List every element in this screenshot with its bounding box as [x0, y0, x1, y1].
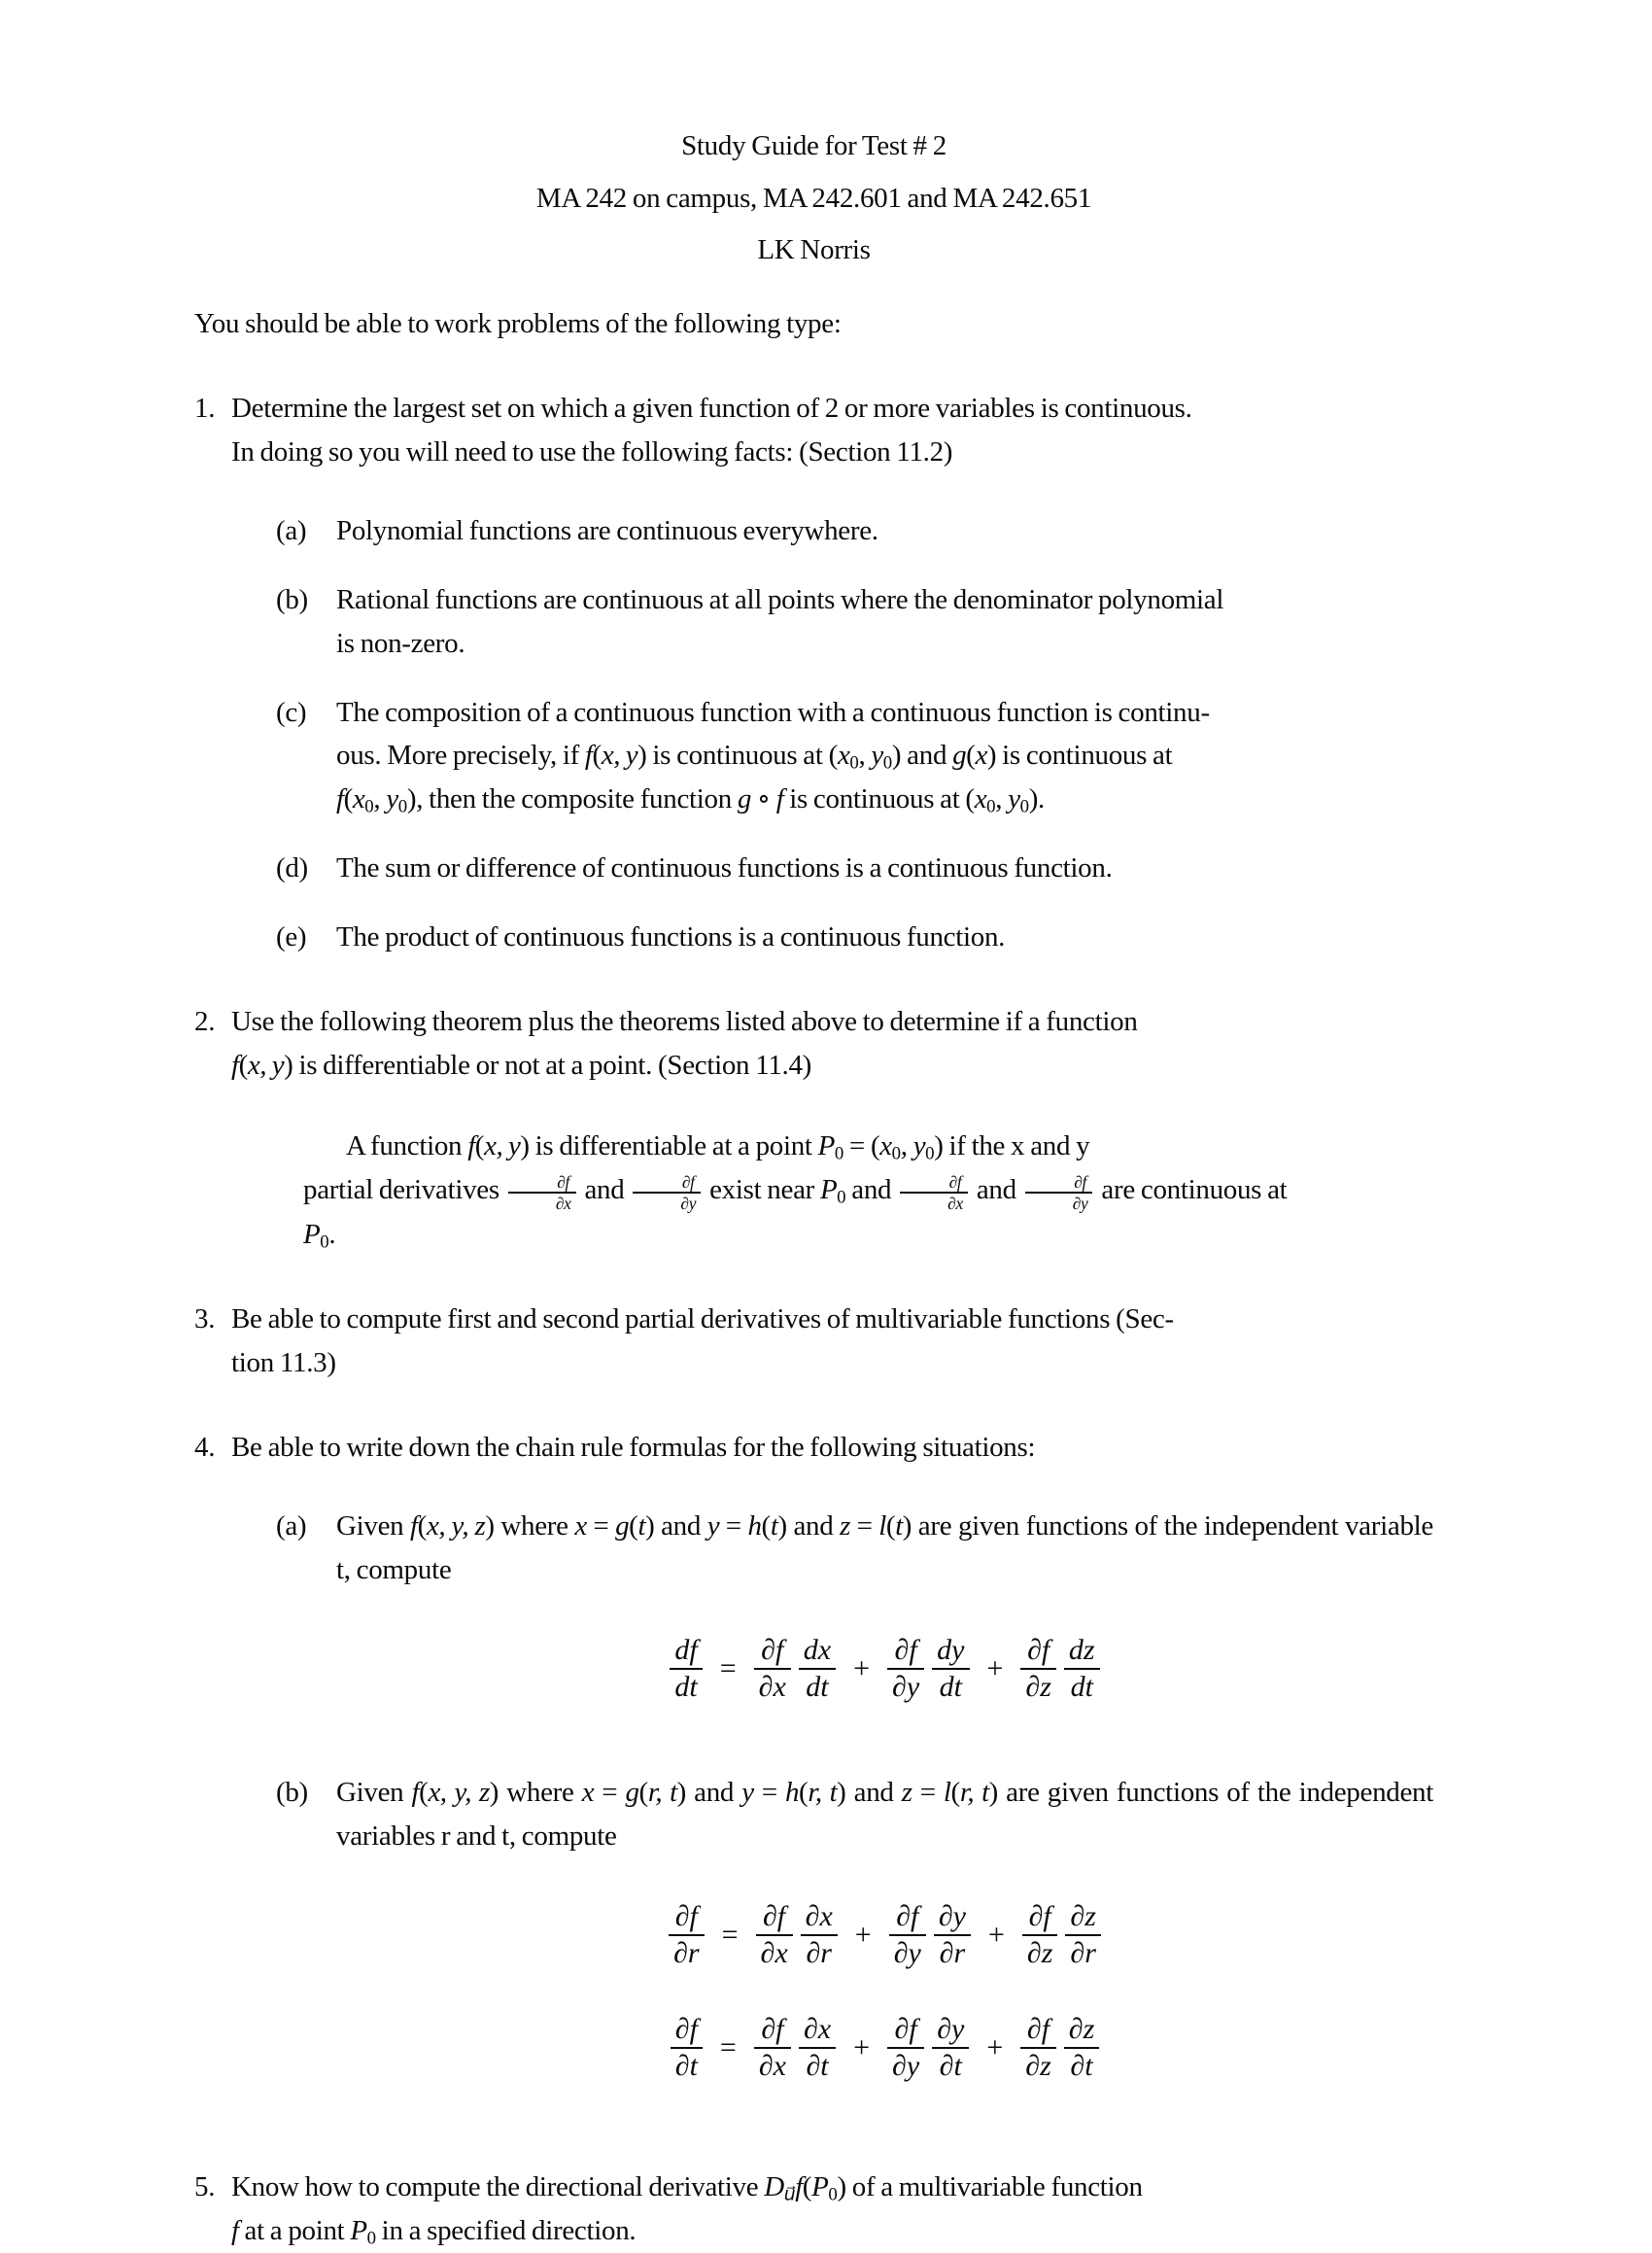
- operator: =: [719, 1651, 737, 1684]
- fraction: $\frac{\partial f}{\partial y}$: [887, 2012, 924, 2084]
- item-1d-label: (d): [276, 852, 308, 884]
- fraction: $\frac{\partial x}{\partial t}$: [799, 2012, 836, 2084]
- fraction: $\frac{dz}{dt}$: [1064, 1633, 1100, 1705]
- item-1a-body: Polynomial functions are continuous everywhere.: [336, 514, 878, 546]
- item-4a: [231, 1505, 1433, 1746]
- fraction: $\frac{\partial f}{\partial y}$: [887, 1633, 924, 1705]
- item-3-number: 3.: [194, 1303, 216, 1335]
- fraction: $\frac{df}{dt}$: [670, 1633, 702, 1705]
- operator: +: [987, 1918, 1005, 1951]
- fraction: $\frac{dy}{dt}$: [932, 1633, 969, 1705]
- fraction: $\frac{\partial f}{\partial r}$: [669, 1899, 705, 1971]
- list-item-1: [194, 387, 1433, 959]
- item-5-body: Know how to compute the directional derivative Du⃗f(P0) of a multivariable function f at a point P0 in a specified direction.: [231, 2170, 1143, 2249]
- author: LK Norris: [757, 234, 871, 266]
- chain-rule-formula-dt-partial: [336, 2012, 1433, 2084]
- item-1-body: Determine the largest set on which a given function of 2 or more variables is continuous. In doing so you will need to use the following facts: (Section 11.2): [231, 392, 1192, 468]
- operator: +: [854, 1918, 872, 1951]
- operator: +: [853, 1651, 871, 1684]
- fraction: $\frac{\partial f}{\partial t}$: [671, 2012, 703, 2084]
- fraction: $\frac{\partial f}{\partial x}$: [756, 1899, 793, 1971]
- item-1a-label: (a): [276, 514, 307, 546]
- fraction: $\frac{\partial z}{\partial t}$: [1064, 2012, 1100, 2084]
- item-4a-body: Given f(x, y, z) where x = g(t) and y = h(t) and z = l(t) are given functions of the independent variable t, compute: [336, 1510, 1433, 1585]
- title-block: [194, 121, 1433, 277]
- fraction: $\frac{\partial z}{\partial r}$: [1065, 1899, 1101, 1971]
- item-1-number: 1.: [194, 392, 216, 424]
- item-2-body: Use the following theorem plus the theorems listed above to determine if a function f(x, y) is differentiable or not at a point. (Section 11.4): [231, 1006, 1138, 1082]
- list-item-5: [194, 2166, 1433, 2253]
- item-4b-label: (b): [276, 1776, 308, 1808]
- operator: +: [986, 2030, 1004, 2063]
- intro-text: You should be able to work problems of the following type:: [194, 307, 842, 339]
- fraction: $\frac{\partial f}{\partial x}$: [754, 1633, 791, 1705]
- item-1b-label: (b): [276, 583, 308, 615]
- fraction: $\frac{\partial y}{\partial t}$: [932, 2012, 969, 2084]
- fraction: $\frac{\partial f}{\partial x}$: [900, 1172, 968, 1215]
- item-1c: [231, 691, 1433, 822]
- list-item-3: [194, 1298, 1433, 1385]
- item-1c-label: (c): [276, 696, 307, 728]
- item-1e-label: (e): [276, 921, 307, 953]
- item-1b-body: Rational functions are continuous at all points where the denominator polynomial is non-zero.: [336, 583, 1224, 659]
- fraction: $\frac{\partial f}{\partial z}$: [1022, 1899, 1058, 1971]
- item-1e: [231, 916, 1433, 959]
- item-2-number: 2.: [194, 1006, 216, 1038]
- list-item-4: [194, 1426, 1433, 2125]
- item-1e-body: The product of continuous functions is a continuous function.: [336, 921, 1006, 953]
- theorem-block: A function f(x, y) is differentiable at a point P0 = (x0, y0) if the x and y partial derivatives $\frac{\partial f}{\partial x}$ and $\frac{\partial f}{\partial y}$ exist near P0 and $\frac{\partial f}{\partial x}$ and $\frac{\partial f}{\partial y}$ are continuous at P0.: [303, 1130, 1288, 1253]
- fraction: $\frac{\partial f}{\partial z}$: [1020, 2012, 1056, 2084]
- item-list: [194, 387, 1433, 2253]
- item-1a: [231, 509, 1433, 553]
- course-title: MA 242 on campus, MA 242.601 and MA 242.651: [535, 182, 1092, 214]
- item-1c-body: The composition of a continuous function with a continuous function is continu- ous. More precisely, if f(x, y) is continuous at (x0, y0) and g(x) is continuous at f(x0, y0), then the composite function g ∘ f is continuous at (x0, y0).: [336, 696, 1210, 818]
- fraction: $\frac{\partial f}{\partial x}$: [508, 1172, 576, 1215]
- item-4b-body: Given f(x, y, z) where x = g(r, t) and y = h(r, t) and z = l(r, t) are given functions of the independent variables r and t, compute: [336, 1776, 1434, 1852]
- item-4b: [231, 1771, 1433, 2125]
- chain-rule-formula-dt: [336, 1633, 1433, 1705]
- fraction: $\frac{dx}{dt}$: [799, 1633, 836, 1705]
- item-4a-label: (a): [276, 1510, 307, 1542]
- fraction: $\frac{\partial x}{\partial r}$: [801, 1899, 838, 1971]
- item-4-number: 4.: [194, 1432, 216, 1464]
- operator: =: [721, 1918, 739, 1951]
- fraction: $\frac{\partial f}{\partial z}$: [1020, 1633, 1056, 1705]
- fraction: $\frac{\partial f}{\partial y}$: [633, 1172, 701, 1215]
- item-1b: [231, 578, 1433, 666]
- operator: +: [853, 2030, 871, 2063]
- list-item-2: [194, 1000, 1433, 1257]
- item-5-number: 5.: [194, 2170, 216, 2202]
- item-3-body: Be able to compute first and second partial derivatives of multivariable functions (Sec- tion 11.3): [231, 1303, 1174, 1379]
- operator: +: [986, 1651, 1004, 1684]
- fraction: $\frac{\partial f}{\partial x}$: [754, 2012, 791, 2084]
- item-1d-body: The sum or difference of continuous functions is a continuous function.: [336, 852, 1113, 884]
- fraction: $\frac{\partial f}{\partial y}$: [889, 1899, 926, 1971]
- operator: =: [719, 2030, 737, 2063]
- fraction: $\frac{\partial y}{\partial r}$: [934, 1899, 971, 1971]
- item-4-body: Be able to write down the chain rule formulas for the following situations:: [231, 1432, 1036, 1464]
- item-1d: [231, 847, 1433, 890]
- chain-rule-formula-dr-partial: [336, 1899, 1433, 1971]
- fraction: $\frac{\partial f}{\partial y}$: [1025, 1172, 1093, 1215]
- doc-title: Study Guide for Test # 2: [681, 130, 946, 161]
